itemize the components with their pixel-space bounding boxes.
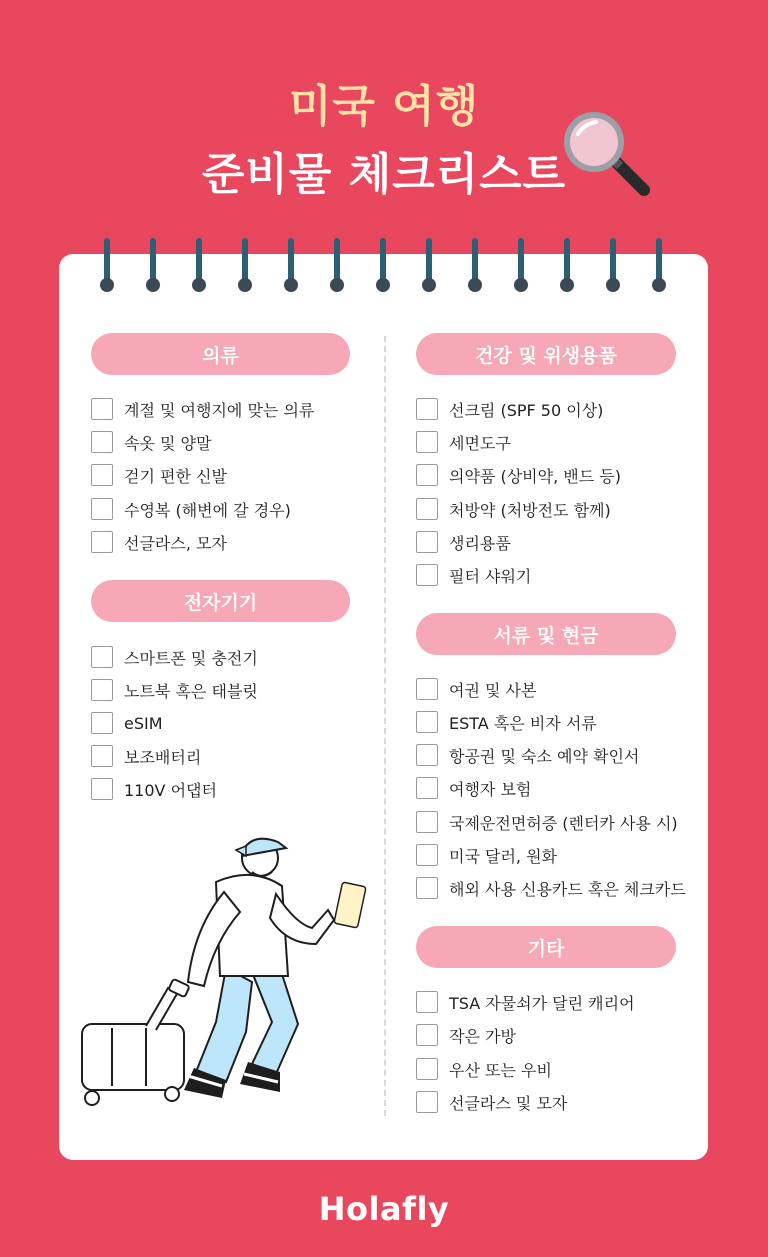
checkbox[interactable] [91, 531, 113, 553]
checkbox[interactable] [91, 431, 113, 453]
checkbox[interactable] [91, 498, 113, 520]
checklist-item-label: 걷기 편한 신발 [124, 466, 227, 486]
checkbox[interactable] [416, 678, 438, 700]
checklist-item[interactable] [416, 776, 531, 800]
checklist-item-label: 수영복 (해변에 갈 경우) [124, 500, 291, 520]
checkbox[interactable] [91, 712, 113, 734]
title-line-1: 미국 여행 [288, 81, 480, 132]
checkbox[interactable] [91, 679, 113, 701]
checklist-item-label: 작은 가방 [449, 1026, 516, 1046]
checkbox[interactable] [91, 464, 113, 486]
checklist-item[interactable] [416, 397, 603, 421]
checkbox[interactable] [416, 744, 438, 766]
binder-ring [514, 238, 528, 296]
checklist-item-label: 여행자 보험 [449, 779, 532, 799]
column-divider [384, 336, 386, 1116]
checklist-item-label: 생리용품 [449, 533, 511, 553]
checklist-item-label: 속옷 및 양말 [124, 433, 212, 453]
checklist-item-label: 선글라스, 모자 [124, 533, 227, 553]
traveler-with-suitcase-illustration [76, 832, 376, 1112]
checkbox[interactable] [416, 811, 438, 833]
checklist-item-label: TSA 자물쇠가 달린 캐리어 [449, 993, 635, 1013]
checklist-item-label: 미국 달러, 원화 [449, 846, 557, 866]
checklist-item-label: 노트북 혹은 태블릿 [124, 681, 258, 701]
checklist-item[interactable] [416, 563, 531, 587]
binder-ring [468, 238, 482, 296]
section-header-electronics: 전자기기 [91, 580, 350, 622]
checklist-item[interactable] [416, 843, 557, 867]
checklist-item-label: 계절 및 여행지에 맞는 의류 [124, 400, 315, 420]
checkbox[interactable] [91, 646, 113, 668]
binder-ring [376, 238, 390, 296]
checklist-item[interactable] [416, 430, 511, 454]
checkbox[interactable] [91, 745, 113, 767]
checklist-item[interactable] [91, 678, 258, 702]
checkbox[interactable] [416, 498, 438, 520]
checkbox[interactable] [416, 564, 438, 586]
checklist-item-label: 항공권 및 숙소 예약 확인서 [449, 746, 640, 766]
checkbox[interactable] [416, 991, 438, 1013]
checkbox[interactable] [416, 1091, 438, 1113]
binder-ring [192, 238, 206, 296]
checklist-item[interactable] [416, 463, 621, 487]
checklist-item[interactable] [416, 810, 678, 834]
binder-ring [560, 238, 574, 296]
checklist-item[interactable] [91, 463, 227, 487]
checklist-item-label: 해외 사용 신용카드 혹은 체크카드 [449, 879, 686, 899]
checklist-item[interactable] [91, 530, 227, 554]
checklist-item[interactable] [416, 710, 597, 734]
checklist-item[interactable] [416, 1090, 567, 1114]
checkbox[interactable] [416, 844, 438, 866]
checkbox[interactable] [416, 1024, 438, 1046]
checklist-item-label: 세면도구 [449, 433, 511, 453]
checklist-item-label: 처방약 (처방전도 함께) [449, 500, 611, 520]
checklist-item-label: 110V 어댑터 [124, 780, 217, 800]
title-line-2: 준비물 체크리스트 [201, 149, 567, 200]
magnifying-glass-icon [560, 110, 654, 200]
binder-ring [606, 238, 620, 296]
checklist-item[interactable] [416, 1057, 552, 1081]
binder-ring [284, 238, 298, 296]
binder-ring [422, 238, 436, 296]
checklist-item-label: 필터 샤워기 [449, 566, 532, 586]
binder-ring [330, 238, 344, 296]
checklist-item[interactable] [416, 1023, 516, 1047]
checkbox[interactable] [416, 777, 438, 799]
checklist-item[interactable] [91, 645, 258, 669]
brand-logo: Holafly [318, 1190, 450, 1228]
checklist-item-label: 의약품 (상비약, 밴드 등) [449, 466, 621, 486]
section-header-documents: 서류 및 현금 [416, 613, 676, 655]
checklist-item[interactable] [416, 876, 686, 900]
checkbox[interactable] [91, 778, 113, 800]
checklist-item[interactable] [416, 990, 635, 1014]
checkbox[interactable] [416, 431, 438, 453]
binder-ring [652, 238, 666, 296]
checkbox[interactable] [416, 711, 438, 733]
checklist-item[interactable] [91, 430, 211, 454]
checkbox[interactable] [416, 464, 438, 486]
section-header-health: 건강 및 위생용품 [416, 333, 676, 375]
checklist-item-label: 우산 또는 우비 [449, 1060, 552, 1080]
checklist-item-label: eSIM [124, 713, 163, 733]
binder-ring [238, 238, 252, 296]
checkbox[interactable] [416, 531, 438, 553]
checkbox[interactable] [416, 877, 438, 899]
checkbox[interactable] [416, 1058, 438, 1080]
checklist-item-label: 보조배터리 [124, 747, 202, 767]
checklist-item[interactable] [416, 677, 536, 701]
checklist-item[interactable] [91, 777, 217, 801]
binder-ring [146, 238, 160, 296]
checklist-item-label: 스마트폰 및 충전기 [124, 648, 258, 668]
checklist-item-label: ESTA 혹은 비자 서류 [449, 713, 597, 733]
checkbox[interactable] [416, 398, 438, 420]
checklist-item[interactable] [91, 711, 163, 735]
checklist-item[interactable] [91, 497, 291, 521]
checklist-item[interactable] [416, 497, 611, 521]
checklist-item-label: 선글라스 및 모자 [449, 1093, 568, 1113]
checkbox[interactable] [91, 398, 113, 420]
checklist-item-label: 여권 및 사본 [449, 680, 537, 700]
binder-ring [100, 238, 114, 296]
checklist-item-label: 선크림 (SPF 50 이상) [449, 400, 604, 420]
checklist-item[interactable] [91, 744, 201, 768]
section-header-etc: 기타 [416, 926, 676, 968]
checklist-item[interactable] [91, 397, 314, 421]
checklist-item[interactable] [416, 743, 639, 767]
checklist-item[interactable] [416, 530, 511, 554]
checklist-item-label: 국제운전면허증 (렌터카 사용 시) [449, 813, 678, 833]
section-header-clothing: 의류 [91, 333, 350, 375]
